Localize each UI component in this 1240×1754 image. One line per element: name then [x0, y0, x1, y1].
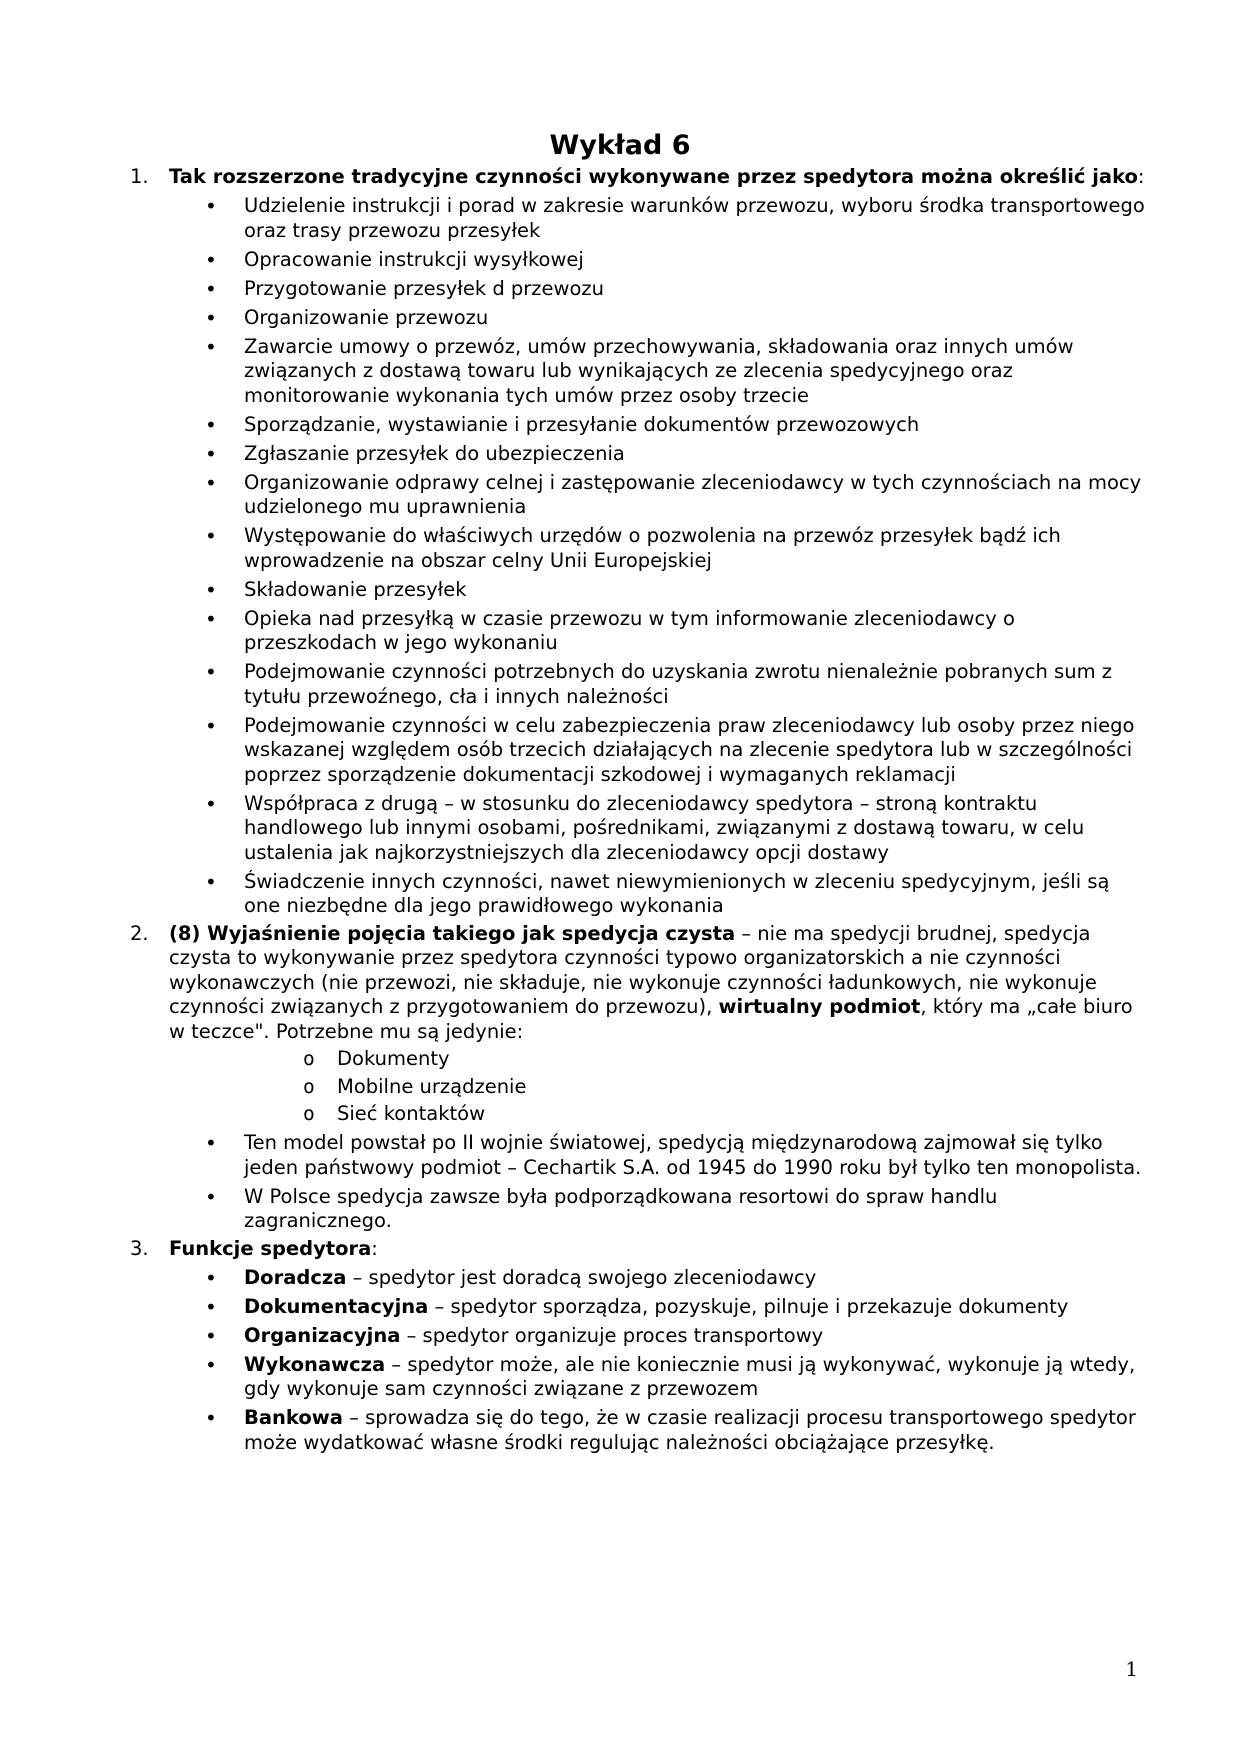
list-item: • Opieka nad przesyłką w czasie przewozu w tym informowanie zleceniodawcy o przeszkodach w jego wykonaniu — [169, 607, 1150, 656]
document-body — [130, 165, 1150, 1455]
section-heading-text: Tak rozszerzone tradycyjne czynności wykonywane przez spedytora można określić jako — [169, 165, 1138, 188]
function-desc: – spedytor może, ale nie koniecznie musi ją wykonywać, wykonuje ją wtedy, gdy wykonuje sam czynności związane z przewozem — [244, 1352, 1136, 1400]
section-2 — [130, 922, 1150, 1234]
bullet-list — [169, 194, 1150, 919]
list-item: • Świadczenie innych czynności, nawet niewymienionych w zleceniu spedycyjnym, jeśli są one niezbędne dla jego prawidłowego wykonania — [169, 870, 1150, 919]
list-item: • Składowanie przesyłek — [169, 578, 1150, 603]
list-item — [169, 1324, 1150, 1349]
function-desc: – spedytor organizuje proces transportowy — [400, 1323, 824, 1347]
function-name: Doradcza — [244, 1265, 347, 1289]
list-item: • Organizowanie przewozu — [169, 306, 1150, 331]
paragraph-text: , który ma „całe biuro w teczce". Potrzebne mu są jedynie: — [169, 995, 1133, 1043]
page-number: 1 — [1125, 1657, 1138, 1681]
heading-suffix: : — [1137, 165, 1145, 188]
function-name: Organizacyjna — [244, 1323, 401, 1347]
sub-list-item: o Mobilne urządzenie — [169, 1075, 1150, 1100]
list-item — [169, 1353, 1150, 1402]
bullet-list — [169, 1266, 1150, 1456]
section-paragraph — [169, 922, 1150, 1045]
paragraph-text: – nie ma spedycji brudnej, spedycja czysta to wykonywanie przez spedytora czynności typowo organizatorskich a nie czynności wykonawczych (nie przewozi, nie składuje, nie wykonuje czynności ładunkowych, nie wykonuje czynności związanych z przygotowaniem do przewozu), — [169, 921, 1097, 1018]
list-item — [169, 1406, 1150, 1455]
bullet-list — [169, 1131, 1150, 1234]
section-number: 1. — [130, 165, 149, 188]
sub-list-item: o Dokumenty — [169, 1047, 1150, 1072]
function-name: Dokumentacyjna — [244, 1294, 429, 1318]
section-3 — [130, 1237, 1150, 1456]
function-desc: – spedytor sporządza, pozyskuje, pilnuje i przekazuje dokumenty — [428, 1294, 1069, 1318]
heading-suffix: : — [371, 1236, 378, 1260]
list-item: • W Polsce spedycja zawsze była podporządkowana resortowi do spraw handlu zagranicznego. — [169, 1185, 1150, 1234]
section-1 — [130, 165, 1150, 919]
sub-list — [169, 1047, 1150, 1127]
function-name: Wykonawcza — [244, 1352, 386, 1376]
function-desc: – spedytor jest doradcą swojego zleceniodawcy — [346, 1265, 817, 1289]
list-item: • Opracowanie instrukcji wysyłkowej — [169, 248, 1150, 273]
list-item: • Podejmowanie czynności w celu zabezpieczenia praw zleceniodawcy lub osoby przez niego wskazanej względem osób trzecich działających na zlecenie spedytora lub w szczególności poprzez sporządzenie dokumentacji szkodowej i wymaganych reklamacji — [169, 714, 1150, 788]
function-name: Bankowa — [244, 1406, 343, 1429]
list-item: • Udzielenie instrukcji i porad w zakresie warunków przewozu, wyboru środka transportowego oraz trasy przewozu przesyłek — [169, 194, 1150, 243]
section-heading-text: (8) Wyjaśnienie pojęcia takiego jak spedycja czysta — [169, 921, 736, 945]
function-desc: – sprowadza się do tego, że w czasie realizacji procesu transportowego spedytor może wydatkować własne środki regulując należności obciążające przesyłkę. — [244, 1406, 1136, 1454]
section-number: 3. — [130, 1236, 149, 1260]
list-item: • Sporządzanie, wystawianie i przesyłanie dokumentów przewozowych — [169, 413, 1150, 438]
page-title: Wykład 6 — [549, 130, 691, 161]
section-heading-text: Funkcje spedytora — [169, 1236, 372, 1260]
section-heading — [169, 165, 1150, 190]
section-number: 2. — [130, 921, 149, 945]
bold-term: wirtualny podmiot — [718, 995, 921, 1018]
list-item: • Przygotowanie przesyłek d przewozu — [169, 277, 1150, 302]
section-heading — [169, 1237, 1150, 1262]
list-item — [169, 1266, 1150, 1291]
list-item — [169, 1295, 1150, 1320]
list-item: • Współpraca z drugą – w stosunku do zleceniodawcy spedytora – stroną kontraktu handlowego lub innymi osobami, pośrednikami, związanymi z dostawą towaru, w celu ustalenia jak najkorzystniejszych dla zleceniodawcy opcji dostawy — [169, 792, 1150, 866]
list-item: • Podejmowanie czynności potrzebnych do uzyskania zwrotu nienależnie pobranych sum z tytułu przewoźnego, cła i innych należności — [169, 660, 1150, 709]
list-item: • Zgłaszanie przesyłek do ubezpieczenia — [169, 442, 1150, 467]
list-item: • Organizowanie odprawy celnej i zastępowanie zleceniodawcy w tych czynnościach na mocy udzielonego mu uprawnienia — [169, 471, 1150, 520]
list-item: • Występowanie do właściwych urzędów o pozwolenia na przewóz przesyłek bądź ich wprowadzenie na obszar celny Unii Europejskiej — [169, 524, 1150, 573]
list-item: • Zawarcie umowy o przewóz, umów przechowywania, składowania oraz innych umów związanych z dostawą towaru lub wynikających ze zlecenia spedycyjnego oraz monitorowanie wykonania tych umów przez osoby trzecie — [169, 335, 1150, 409]
sub-list-item: o Sieć kontaktów — [169, 1102, 1150, 1127]
list-item: • Ten model powstał po II wojnie światowej, spedycją międzynarodową zajmował się tylko jeden państwowy podmiot – Cechartik S.A. od 1945 do 1990 roku był tylko ten monopolista. — [169, 1131, 1150, 1180]
